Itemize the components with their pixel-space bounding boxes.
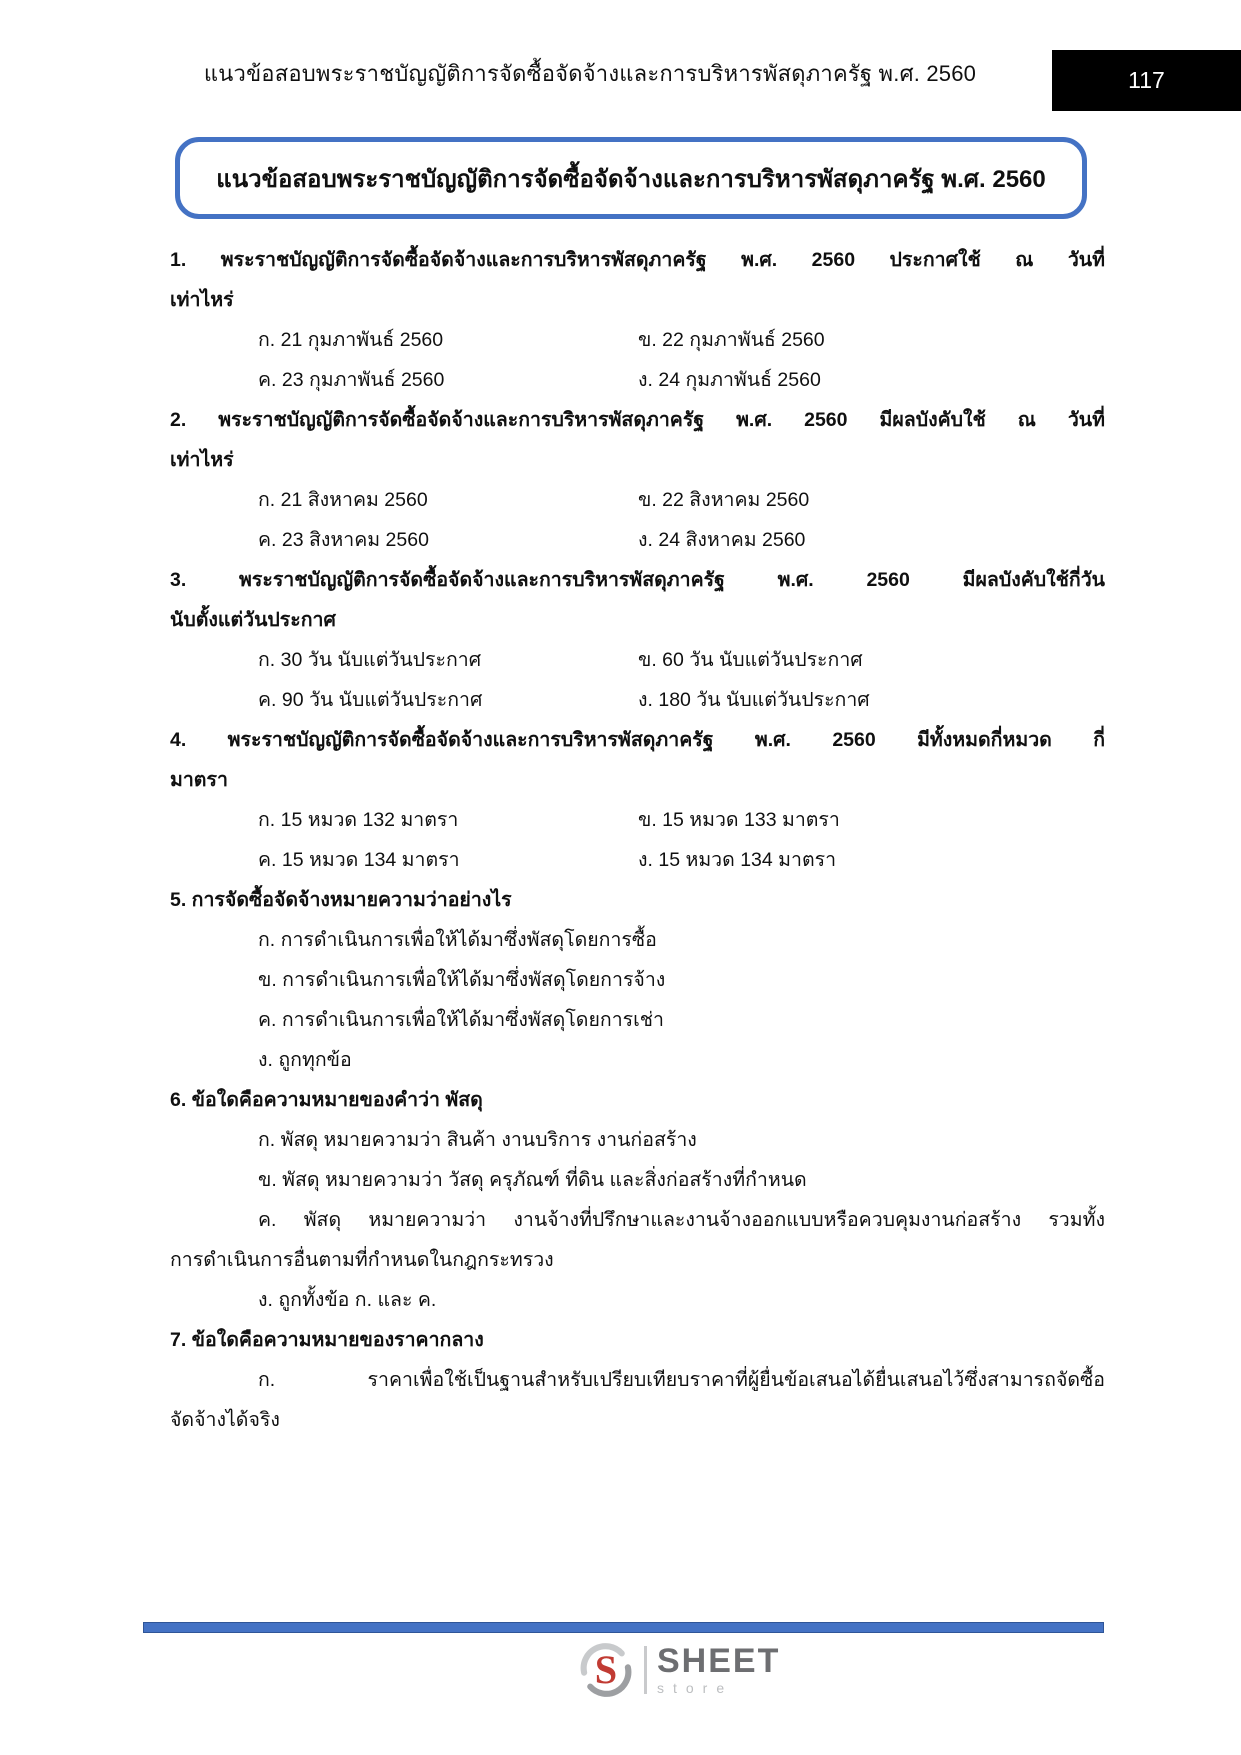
- q2-option-a: ก. 21 สิงหาคม 2560: [258, 489, 428, 511]
- q5-option-b: ข. การดำเนินการเพื่อให้ได้มาซึ่งพัสดุโดยการจ้าง: [258, 969, 666, 991]
- question-1-options-row-2: [170, 360, 1105, 400]
- logo-divider-line: [644, 1646, 647, 1694]
- sheet-store-logo: [578, 1642, 780, 1698]
- question-1: [170, 240, 1105, 400]
- q1-option-c: ค. 23 กุมภาพันธ์ 2560: [258, 369, 445, 391]
- question-1-line-1: 1. พระราชบัญญัติการจัดซื้อจัดจ้างและการบริหารพัสดุภาครัฐ พ.ศ. 2560 ประกาศใช้ ณ วันที่: [170, 249, 1105, 271]
- exam-body: [170, 240, 1105, 1440]
- q7-option-a-line-1: ก. ราคาเพื่อใช้เป็นฐานสำหรับเปรียบเทียบราคาที่ผู้ยื่นข้อเสนอได้ยื่นเสนอไว้ซึ่งสามารถจัดซื้อ: [258, 1369, 1105, 1391]
- question-2-options-row-2: [170, 520, 1105, 560]
- q6-option-a: ก. พัสดุ หมายความว่า สินค้า งานบริการ งานก่อสร้าง: [258, 1129, 697, 1151]
- sheet-logo-icon: [578, 1642, 634, 1698]
- question-3-options-row-1: [170, 640, 1105, 680]
- q4-option-c: ค. 15 หมวด 134 มาตรา: [258, 849, 460, 871]
- page-number: 117: [1128, 67, 1165, 93]
- q6-option-c-line-2: การดำเนินการอื่นตามที่กำหนดในกฎกระทรวง: [170, 1249, 554, 1271]
- question-7: [170, 1320, 1105, 1440]
- question-3-line-1: 3. พระราชบัญญัติการจัดซื้อจัดจ้างและการบริหารพัสดุภาครัฐ พ.ศ. 2560 มีผลบังคับใช้กี่วัน: [170, 569, 1105, 591]
- q3-option-d: ง. 180 วัน นับแต่วันประกาศ: [638, 689, 870, 711]
- question-5-line-1: 5. การจัดซื้อจัดจ้างหมายความว่าอย่างไร: [170, 889, 512, 911]
- question-5: [170, 880, 1105, 1080]
- footer-divider-bar: [143, 1622, 1104, 1633]
- q1-option-b: ข. 22 กุมภาพันธ์ 2560: [638, 329, 825, 351]
- q6-option-b: ข. พัสดุ หมายความว่า วัสดุ ครุภัณฑ์ ที่ดิน และสิ่งก่อสร้างที่กำหนด: [258, 1169, 807, 1191]
- question-2-line-2: เท่าไหร่: [170, 449, 234, 471]
- logo-sub-text: store: [657, 1680, 734, 1696]
- logo-letter-s: S: [594, 1647, 618, 1693]
- q7-option-a-line-2: จัดจ้างได้จริง: [170, 1409, 280, 1431]
- question-6-line-1: 6. ข้อใดคือความหมายของคำว่า พัสดุ: [170, 1089, 483, 1111]
- q3-option-c: ค. 90 วัน นับแต่วันประกาศ: [258, 689, 483, 711]
- q2-option-b: ข. 22 สิงหาคม 2560: [638, 489, 810, 511]
- logo-brand-text: SHEET: [657, 1642, 781, 1680]
- question-4-line-2: มาตรา: [170, 769, 228, 791]
- question-4-options-row-2: [170, 840, 1105, 880]
- page-header-title: แนวข้อสอบพระราชบัญญัติการจัดซื้อจัดจ้างและการบริหารพัสดุภาครัฐ พ.ศ. 2560: [203, 61, 977, 86]
- q6-option-d: ง. ถูกทั้งข้อ ก. และ ค.: [258, 1289, 437, 1311]
- question-2: [170, 400, 1105, 560]
- q2-option-d: ง. 24 สิงหาคม 2560: [638, 529, 806, 551]
- question-3: [170, 560, 1105, 720]
- q3-option-b: ข. 60 วัน นับแต่วันประกาศ: [638, 649, 863, 671]
- q4-option-a: ก. 15 หมวด 132 มาตรา: [258, 809, 459, 831]
- q1-option-a: ก. 21 กุมภาพันธ์ 2560: [258, 329, 444, 351]
- q6-option-c-line-1: ค. พัสดุ หมายความว่า งานจ้างที่ปรึกษาและงานจ้างออกแบบหรือควบคุมงานก่อสร้าง รวมทั้ง: [258, 1209, 1105, 1231]
- question-4-line-1: 4. พระราชบัญญัติการจัดซื้อจัดจ้างและการบริหารพัสดุภาครัฐ พ.ศ. 2560 มีทั้งหมดกี่หมวด กี่: [170, 729, 1105, 751]
- question-6: [170, 1080, 1105, 1320]
- q5-option-d: ง. ถูกทุกข้อ: [258, 1049, 352, 1071]
- exam-title: แนวข้อสอบพระราชบัญญัติการจัดซื้อจัดจ้างและการบริหารพัสดุภาครัฐ พ.ศ. 2560: [216, 165, 1046, 193]
- question-1-options-row-1: [170, 320, 1105, 360]
- page-number-badge: [1052, 50, 1241, 111]
- question-4: [170, 720, 1105, 880]
- question-1-line-2: เท่าไหร่: [170, 289, 234, 311]
- q2-option-c: ค. 23 สิงหาคม 2560: [258, 529, 429, 551]
- question-3-options-row-2: [170, 680, 1105, 720]
- exam-title-box: [175, 137, 1087, 219]
- q3-option-a: ก. 30 วัน นับแต่วันประกาศ: [258, 649, 482, 671]
- logo-wordmark: [657, 1644, 780, 1696]
- q4-option-b: ข. 15 หมวด 133 มาตรา: [638, 809, 840, 831]
- q5-option-a: ก. การดำเนินการเพื่อให้ได้มาซึ่งพัสดุโดยการซื้อ: [258, 929, 657, 951]
- question-2-line-1: 2. พระราชบัญญัติการจัดซื้อจัดจ้างและการบริหารพัสดุภาครัฐ พ.ศ. 2560 มีผลบังคับใช้ ณ วันที่: [170, 409, 1105, 431]
- q4-option-d: ง. 15 หมวด 134 มาตรา: [638, 849, 837, 871]
- question-2-options-row-1: [170, 480, 1105, 520]
- question-7-line-1: 7. ข้อใดคือความหมายของราคากลาง: [170, 1329, 484, 1351]
- q5-option-c: ค. การดำเนินการเพื่อให้ได้มาซึ่งพัสดุโดยการเช่า: [258, 1009, 664, 1031]
- q1-option-d: ง. 24 กุมภาพันธ์ 2560: [638, 369, 821, 391]
- question-4-options-row-1: [170, 800, 1105, 840]
- question-3-line-2: นับตั้งแต่วันประกาศ: [170, 609, 336, 631]
